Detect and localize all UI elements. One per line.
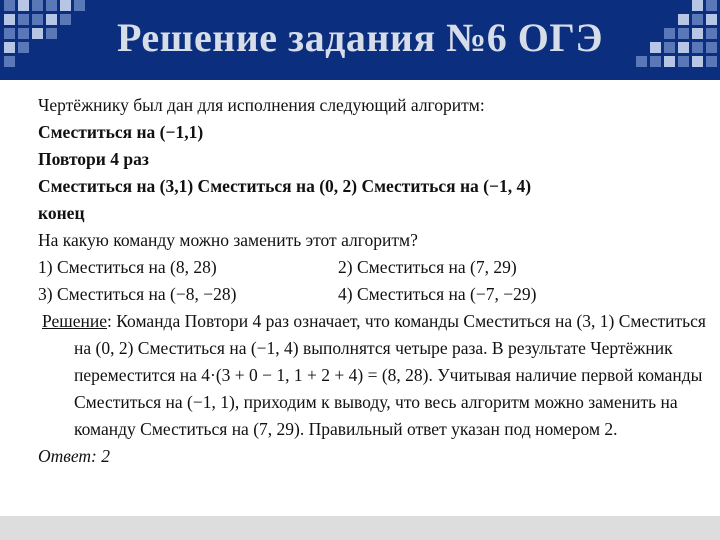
solution-text: : Команда Повтори 4 раз означает, что команды Сместиться на (3, 1) Сместиться на (0, 2) Сместиться на (−1, 4) выполнятся четыре раза. В результате Чертёжник переместится на 4·(3 + 0 − 1, 1 + 2 + 4) = (8, 28). Учитывая наличие первой команды Сместиться на (−1, 1), приходим к выводу, что весь алгоритм можно заменить на команду Сместиться на (7, 29). Правильный ответ указан под номером 2. xyxy=(74,311,706,439)
slide-content xyxy=(38,92,708,470)
solution-paragraph xyxy=(40,308,708,443)
slide-footer-bar xyxy=(0,516,720,540)
algorithm-line-2: Повтори 4 раз xyxy=(38,149,149,169)
solution-block xyxy=(40,308,708,443)
algorithm-line-4: конец xyxy=(38,203,85,223)
algorithm-line-1: Сместиться на (−1,1) xyxy=(38,122,204,142)
task-question: На какую команду можно заменить этот алгоритм? xyxy=(38,230,418,250)
options-row-2 xyxy=(38,281,708,308)
option-4: 4) Сместиться на (−7, −29) xyxy=(338,284,537,304)
page-title: Решение задания №6 ОГЭ xyxy=(117,15,603,60)
solution-label: Решение xyxy=(42,311,108,331)
options-row-1 xyxy=(38,254,708,281)
option-3: 3) Сместиться на (−8, −28) xyxy=(38,284,237,304)
slide-header xyxy=(0,0,720,80)
option-2: 2) Сместиться на (7, 29) xyxy=(338,257,517,277)
algorithm-line-3: Сместиться на (3,1) Сместиться на (0, 2) Сместиться на (−1, 4) xyxy=(38,176,532,196)
option-1: 1) Сместиться на (8, 28) xyxy=(38,257,217,277)
answer-line: Ответ: 2 xyxy=(38,446,110,466)
task-intro: Чертёжнику был дан для исполнения следующий алгоритм: xyxy=(38,95,485,115)
